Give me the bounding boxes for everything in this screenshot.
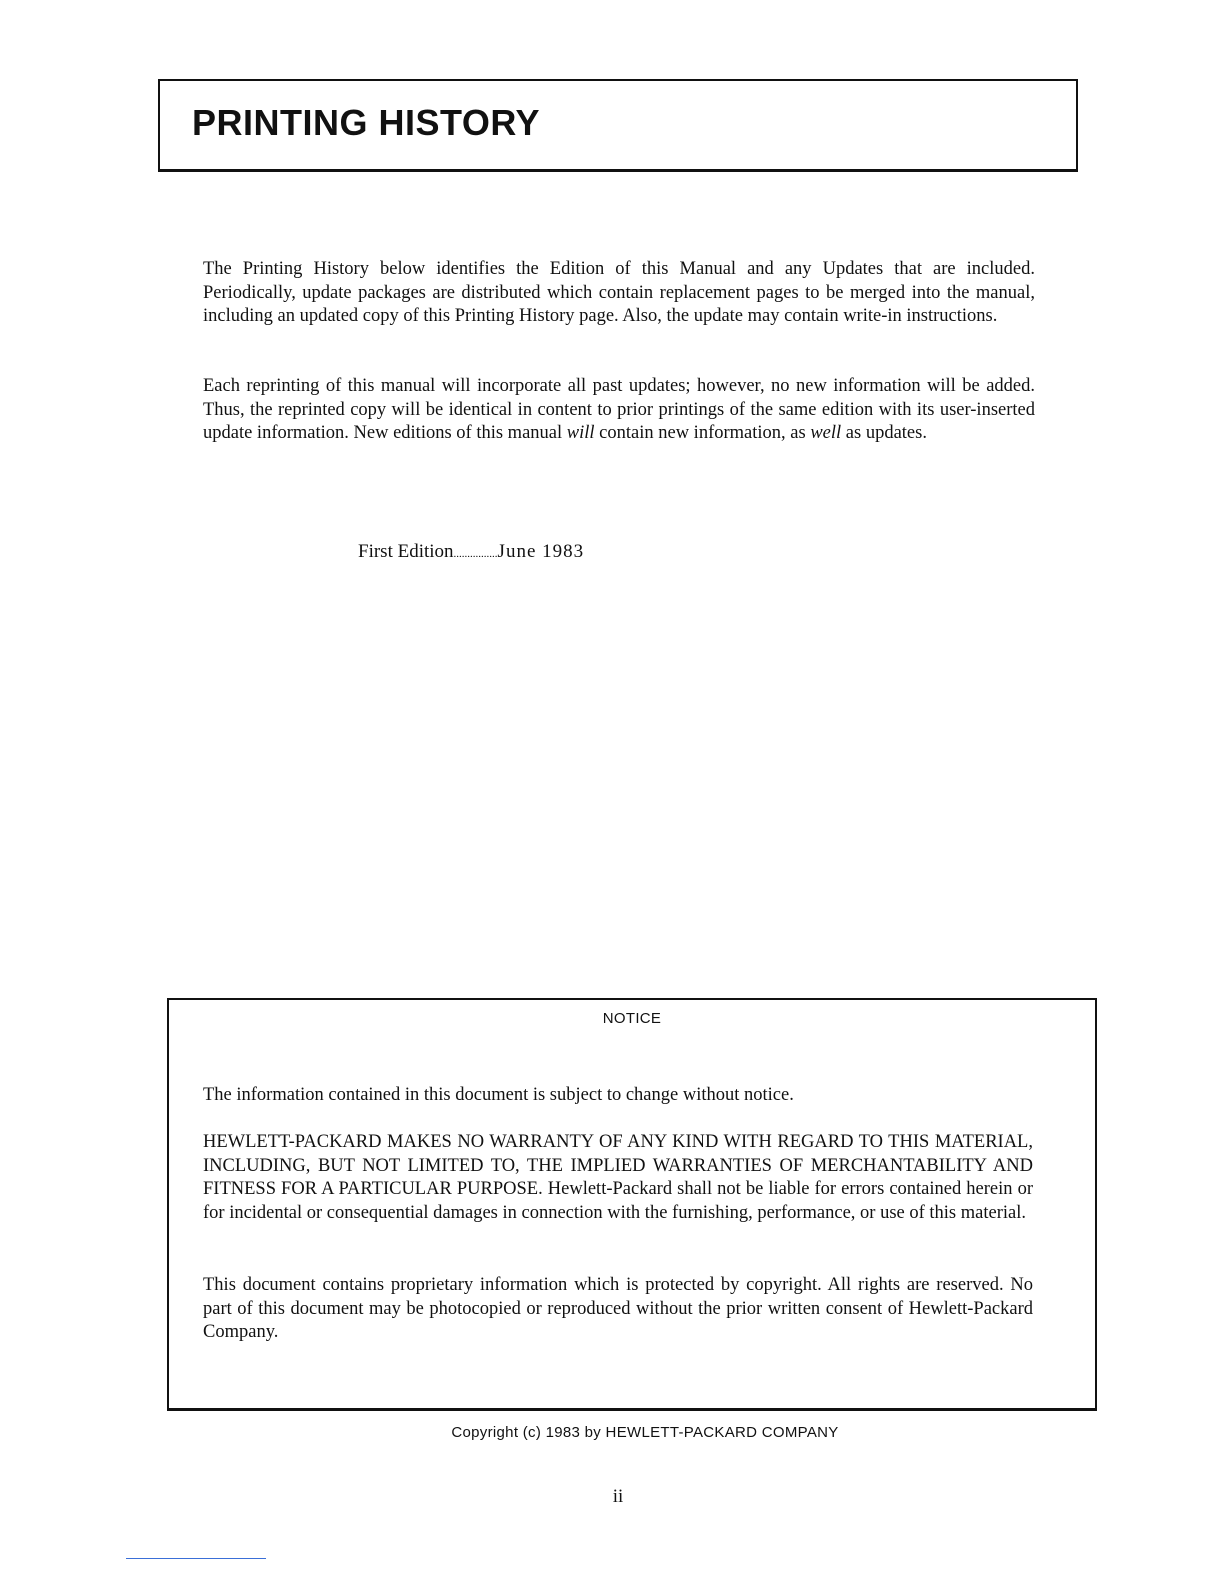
edition-label: First Edition bbox=[358, 541, 454, 562]
intro-paragraph-2-text-a: Each reprinting of this manual will incorporate all past updates; however, no new information will be added. Thus, the reprinted copy will be identical in content to prior printings of the same edition with its user-inserted update information. New editions of this manual bbox=[203, 376, 1035, 443]
intro-paragraph-2 bbox=[203, 375, 1035, 446]
intro-paragraph-1: The Printing History below identifies the Edition of this Manual and any Updates that are included. Periodically, update packages are distributed which contain replacement pages to be merged into the manual, including an updated copy of this Printing History page. Also, the update may contain write-in instructions. bbox=[203, 259, 1035, 326]
page-title: PRINTING HISTORY bbox=[192, 102, 541, 143]
emphasis-will: will bbox=[566, 423, 595, 443]
edition-date: June 1983 bbox=[497, 541, 585, 562]
copyright-line: Copyright (c) 1983 by HEWLETT-PACKARD COMPANY bbox=[451, 1424, 839, 1441]
intro-paragraph-2-text-b: contain new information, as bbox=[594, 423, 811, 443]
notice-heading: NOTICE bbox=[602, 1010, 662, 1027]
edition-entry bbox=[358, 541, 584, 563]
notice-paragraph-3: This document contains proprietary information which is protected by copyright. All rights are reserved. No part of this document may be photocopied or reproduced without the prior written consent of Hewlett-Packard Company. bbox=[203, 1275, 1033, 1342]
notice-box bbox=[167, 998, 1097, 1411]
footer-rule bbox=[126, 1558, 266, 1559]
title-box bbox=[158, 79, 1078, 172]
notice-paragraph-1: The information contained in this document is subject to change without notice. bbox=[203, 1085, 794, 1105]
edition-leader: ................ bbox=[453, 548, 498, 560]
emphasis-well: well bbox=[810, 423, 842, 443]
intro-paragraph-2-text-c: as updates. bbox=[841, 423, 927, 443]
page-number: ii bbox=[612, 1486, 624, 1507]
notice-paragraph-2: HEWLETT-PACKARD MAKES NO WARRANTY OF ANY KIND WITH REGARD TO THIS MATERIAL, INCLUDING, BUT NOT LIMITED TO, THE IMPLIED WARRANTIES OF MERCHANTABILITY AND FITNESS FOR A PARTICULAR PURPOSE. Hewlett-Packard shall not be liable for errors contained herein or for incidental or consequential damages in connection with the furnishing, performance, or use of this material. bbox=[203, 1132, 1033, 1223]
